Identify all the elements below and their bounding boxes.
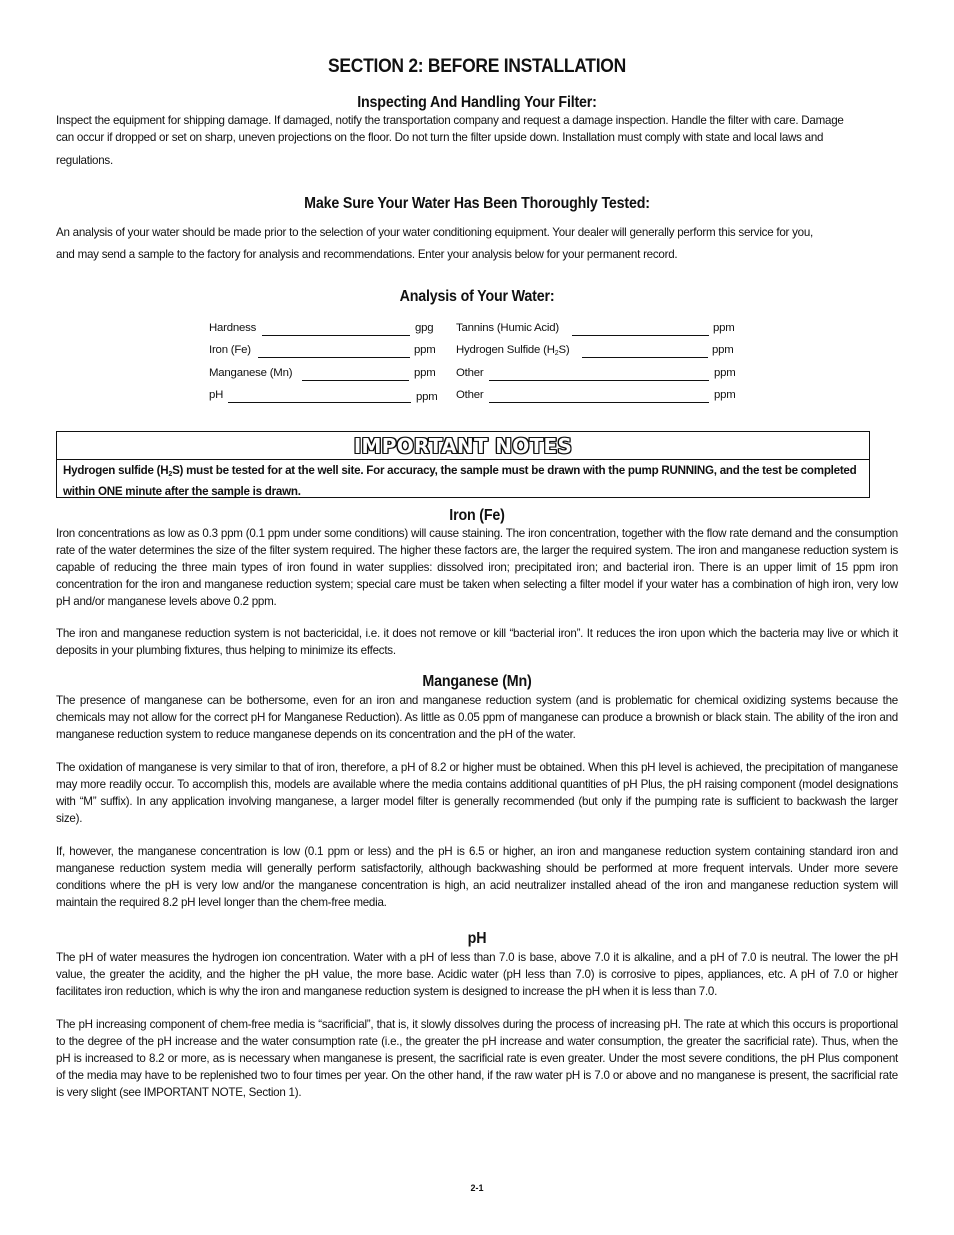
testing-heading: Make Sure Your Water Has Been Thoroughly Tested: (304, 195, 650, 212)
important-notes-divider (57, 459, 869, 460)
manganese-entry-line[interactable] (302, 380, 409, 381)
inspecting-paragraph: Inspect the equipment for shipping damage. If damaged, notify the transportation company and request a damage inspection. Handle the filter with care. Damage can occur if dropped or set on sharp, uneven projections on the floor. Do not turn the filter upside down. Installation must comply with state and local laws and regulations. (56, 114, 844, 167)
iron-heading: Iron (Fe) (449, 507, 505, 524)
analysis-label: Tannins (Humic Acid) (456, 322, 559, 334)
hardness-entry-line[interactable] (262, 335, 410, 336)
analysis-label: Hardness (209, 322, 257, 334)
analysis-label: Other (456, 367, 484, 379)
analysis-label: Hydrogen Sulfide $(H_2S)$ (456, 344, 570, 357)
testing-paragraph: An analysis of your water should be made prior to the selection of your water conditioning equipment. Your dealer will generally perform this service for you, and may send a sample to the factory for analysis and recommendations. Enter your analysis below for your permanent record. (56, 226, 814, 261)
ph-section (56, 949, 898, 1101)
manganese-section (56, 692, 898, 911)
other-2-entry-line[interactable] (489, 402, 709, 403)
page-number: 2-1 (470, 1183, 484, 1193)
section-title: SECTION 2: BEFORE INSTALLATION (328, 56, 626, 77)
analysis-row-ph (209, 389, 439, 405)
analysis-unit: ppm (714, 367, 736, 379)
analysis-row-manganese (209, 367, 439, 383)
iron-entry-line[interactable] (258, 357, 410, 358)
ph-entry-line[interactable] (228, 402, 411, 403)
ph-paragraph-1: The pH of water measures the hydrogen ion concentration. Water with a pH of less than 7.0 is base, above 7.0 it is alkaline, and a pH of 7.0 is neutral. The lower the pH value, the greater the acidity, and the higher the pH value, the more base. Acidic water (pH less than 7.0) is corrosive to pipes, appliances, etc. A pH of 7.0 or higher facilitates iron reduction, which is why the iron and manganese reduction system is designed to increase the pH when it is less than 7.0. (56, 951, 898, 998)
analysis-label: pH (209, 389, 224, 401)
analysis-row-other-1 (456, 367, 741, 383)
manganese-paragraph-3: If, however, the manganese concentration is low (0.1 ppm or less) and the pH is 6.5 or higher, an iron and manganese reduction system containing standard iron and manganese reduction system media will generally perform satisfactorily, although backwashing should be performed at more frequent intervals. Under more severe conditions where the pH is very low and/or the manganese concentration is high, an acid neutralizer installed ahead of the iron and manganese reduction system will maintain the required 8.2 pH level longer than the chem-free media. (56, 845, 898, 909)
iron-paragraph-1: Iron concentrations as low as 0.3 ppm (0.1 ppm under some conditions) will cause staining. The iron concentration, together with the flow rate demand and the consumption rate of the water determines the size of the filter system required. The higher these factors are, the larger the required system. The iron and manganese reduction system is capable of reducing the three main types of iron found in water supplies: dissolved iron; precipitated iron; and bacterial iron. There is an upper limit of 15 ppm iron concentration for the iron and manganese reduction system; special care must be taken when selecting a filter model if your water has a combination of high iron, very low pH and/or manganese levels above 0.2 ppm. (56, 527, 898, 608)
iron-section (56, 525, 898, 659)
analysis-row-other-2 (456, 389, 741, 405)
manganese-heading: Manganese (Mn) (422, 673, 532, 690)
analysis-row-iron (209, 344, 439, 360)
analysis-row-hardness (209, 322, 439, 338)
analysis-label: Manganese (Mn) (209, 367, 293, 379)
analysis-unit: ppm (712, 344, 734, 356)
analysis-heading: Analysis of Your Water: (399, 288, 555, 305)
iron-paragraph-2: The iron and manganese reduction system is not bactericidal, i.e. it does not remove or kill “bacterial iron”. It reduces the iron upon which the bacteria may live or which it deposits in your plumbing fixtures, thus helping to minimize its effects. (56, 627, 898, 657)
inspecting-heading: Inspecting And Handling Your Filter: (357, 94, 597, 111)
analysis-unit: ppm (414, 344, 436, 356)
analysis-unit: ppm (416, 391, 438, 403)
manganese-paragraph-1: The presence of manganese can be bothersome, even for an iron and manganese reduction system (and is problematic for chemical oxidizing systems because the chemicals may not allow for the correct pH for Manganese Reduction). As little as 0.05 ppm of manganese can produce a brownish or black stain. The ability of the iron and manganese reduction system to reduce manganese depends on its concentration and the pH of the water. (56, 694, 898, 741)
analysis-unit: ppm (714, 389, 736, 401)
analysis-unit: gpg (415, 322, 434, 334)
other-1-entry-line[interactable] (489, 380, 709, 381)
analysis-row-hydrogen-sulfide (456, 344, 741, 360)
tannins-entry-line[interactable] (572, 335, 709, 336)
analysis-unit: ppm (414, 367, 436, 379)
manganese-paragraph-2: The oxidation of manganese is very similar to that of iron, therefore, a pH of 8.2 or higher must be obtained. When this pH level is achieved, the precipitation of manganese may more readily occur. To accomplish this, models are available where the media contains additional quantities of pH Plus, the pH raising component (model designations with “M” suffix). In any application involving manganese, a larger model filter is generally recommended (but only if the pumping rate is sufficient to backwash the larger size). (56, 761, 898, 825)
important-notes-title: IMPORTANT NOTES (353, 434, 573, 458)
ph-paragraph-2: The pH increasing component of chem-free media is “sacrificial”, that is, it slowly dissolves during the process of increasing pH. The rate at which this occurs is proportional to the degree of the pH increase and the water consumption rate (i.e., the greater the pH increase and water consumption, the greater the sacrificial rate). Thus, when the pH is increased to 8.2 or more, as is necessary when manganese is present, the sacrificial rate is even greater. Under the most severe conditions, the pH Plus component of the media may have to be replenished two to four times per year. On the other hand, if the raw water pH is 7.0 or above and no manganese is present, the sacrificial rate is very slight (see IMPORTANT NOTE, Section 1). (56, 1018, 898, 1099)
analysis-row-tannins (456, 322, 741, 338)
important-notes-box (56, 431, 870, 498)
ph-heading: pH (467, 930, 487, 947)
analysis-label: Iron (Fe) (209, 344, 251, 356)
analysis-unit: ppm (713, 322, 735, 334)
hydrogen-sulfide-entry-line[interactable] (582, 357, 708, 358)
analysis-label: Other (456, 389, 484, 401)
analysis-form (0, 0, 954, 420)
important-notes-text: Hydrogen sulfide $(H_2S)$ must be tested for at the well site. For accuracy, the sample must be drawn with the pump RUNNING, and the test be completed within ONE minute after the sample is drawn. (63, 464, 857, 498)
